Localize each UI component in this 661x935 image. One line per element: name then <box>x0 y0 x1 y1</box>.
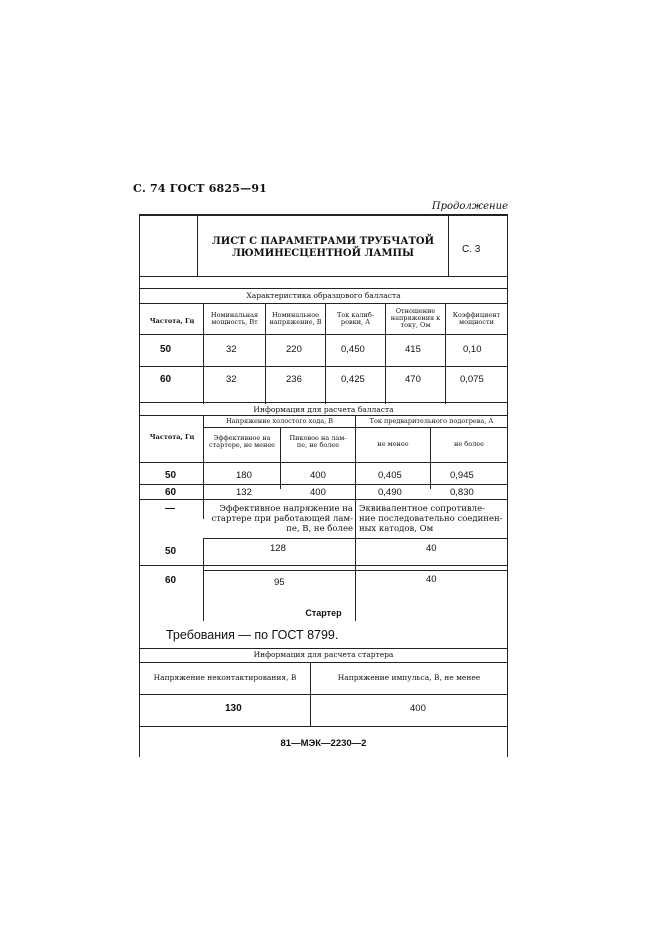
col-freq: Частота, Гц <box>149 317 195 325</box>
ballast-ref-caption: Характеристика образцового балласта <box>246 291 401 300</box>
ref-row-2-pf: 0,075 <box>460 374 484 385</box>
equiv-resistance: Эквивалентное сопротивле- ние последовательно соединен- ных катодов, Ом <box>359 504 503 534</box>
starter-requirements: Требования — по ГОСТ 8799. <box>166 628 339 642</box>
calc2-row-2-v: 95 <box>274 577 285 588</box>
calc-row-2-peak: 400 <box>310 487 326 498</box>
col-pf: Коэффициент мощности <box>452 311 501 326</box>
starter-caption: Информация для расчета стартера <box>253 650 394 659</box>
ref-row-2-voltage: 236 <box>286 374 302 385</box>
calc-row-1-freq: 50 <box>165 470 177 481</box>
ref-row-1-ratio: 415 <box>405 344 421 355</box>
col-peak-on-lamp: Пиковое на лам- пе, не более <box>289 434 347 449</box>
eff-working-voltage: Эффективное напряжение на стартере при работающей лам- пе, В, не более <box>211 504 353 534</box>
preheat-header: Ток предварительного подогрева, А <box>369 417 494 425</box>
starter-heading: Стартер <box>305 608 342 618</box>
ref-row-2-current: 0,425 <box>341 374 365 385</box>
ref-row-2-ratio: 470 <box>405 374 421 385</box>
ref-row-2-power: 32 <box>226 374 237 385</box>
ref-row-1-power: 32 <box>226 344 237 355</box>
ref-row-1-freq: 50 <box>160 344 172 355</box>
calc2-row-1-r: 40 <box>426 543 437 554</box>
sheet-footer: 81—МЭК—2230—2 <box>280 738 367 749</box>
calc2-row-2-r: 40 <box>426 574 437 585</box>
calc2-row-1-freq: 50 <box>165 546 177 557</box>
page-header: С. 74 ГОСТ 6825—91 <box>133 182 268 195</box>
ref-row-1-voltage: 220 <box>286 344 302 355</box>
starter-col-nonconduct: Напряжение неконтактирования, В <box>153 673 297 682</box>
ref-row-2-freq: 60 <box>160 374 172 385</box>
ballast-calc-caption: Информация для расчета балласта <box>253 405 394 414</box>
ref-row-1-pf: 0,10 <box>463 344 482 355</box>
starter-val-nonconduct: 130 <box>225 703 242 714</box>
calc2-row-1-v: 128 <box>270 543 286 554</box>
calc-row-2-max: 0,830 <box>450 487 474 498</box>
calc-col-freq: Частота, Гц <box>149 433 195 441</box>
starter-val-pulse: 400 <box>410 703 426 714</box>
calc-row-1-peak: 400 <box>310 470 326 481</box>
sheet-title: ЛИСТ С ПАРАМЕТРАМИ ТРУБЧАТОЙ ЛЮМИНЕСЦЕНТНОЙ ЛАМПЫ <box>211 236 435 259</box>
col-voltage: Номинальное напряжение, В <box>269 311 322 326</box>
parameter-sheet <box>139 214 508 757</box>
calc-row-1-max: 0,945 <box>450 470 474 481</box>
col-current: Ток калиб- ровки, А <box>337 311 374 326</box>
calc-row-1-min: 0,405 <box>378 470 402 481</box>
calc-row-2-freq: 60 <box>165 487 177 498</box>
col-max: не более <box>454 440 484 448</box>
ocv-header: Напряжение холостого хода, В <box>225 417 334 425</box>
starter-col-pulse: Напряжение импульса, В, не менее <box>337 673 481 682</box>
sheet-page-ref: С. 3 <box>462 244 481 255</box>
calc-dash: — <box>165 503 175 514</box>
calc2-row-2-freq: 60 <box>165 575 177 586</box>
continuation-label: Продолжение <box>431 201 508 212</box>
calc-row-2-min: 0,490 <box>378 487 402 498</box>
col-power: Номинальная мощность, Вт <box>210 311 259 326</box>
calc-row-2-eff: 132 <box>236 487 252 498</box>
calc-row-1-eff: 180 <box>236 470 252 481</box>
col-eff-on-starter: Эффективное на стартере, не менее <box>208 434 276 449</box>
col-ratio: Отношение напряжения к току, Ом <box>390 307 441 329</box>
ref-row-1-current: 0,450 <box>341 344 365 355</box>
col-min: не менее <box>377 440 409 448</box>
